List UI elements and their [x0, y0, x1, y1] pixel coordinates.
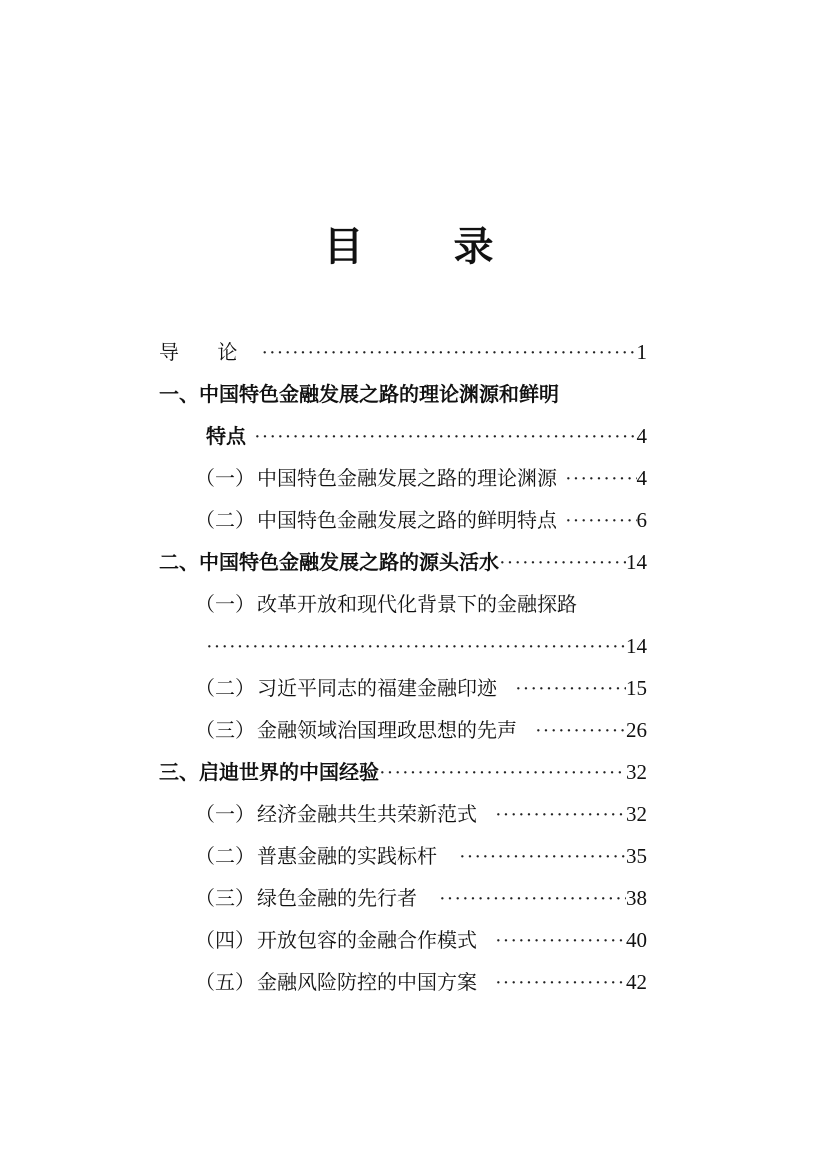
toc-page-number: 42 — [626, 970, 647, 994]
toc-page-number: 1 — [636, 340, 647, 364]
toc-entry-section-3-5[interactable] — [159, 961, 647, 1003]
toc-entry-label: 习近平同志的福建金融印迹 — [257, 676, 497, 700]
leader-dots — [565, 500, 637, 542]
toc-section-prefix: （三） — [195, 718, 255, 742]
toc-entry-section-2-1-continued[interactable] — [159, 625, 647, 667]
toc-entry-section-3-3[interactable] — [159, 877, 647, 919]
leader-dots — [439, 878, 626, 920]
toc-entry-label: 金融领域治国理政思想的先声 — [257, 718, 517, 742]
toc-entry-label: 绿色金融的先行者 — [257, 886, 417, 910]
toc-section-prefix: （一） — [195, 466, 255, 490]
toc-entry-label: 金融风险防控的中国方案 — [257, 970, 477, 994]
toc-entry-label: 二、中国特色金融发展之路的源头活水 — [159, 550, 499, 574]
toc-entry-chapter-2[interactable] — [159, 541, 647, 583]
toc-page-number: 32 — [626, 802, 647, 826]
toc-entry-label: 导 论 — [159, 340, 254, 364]
leader-dots — [459, 836, 626, 878]
toc-section-prefix: （二） — [195, 676, 255, 700]
toc-entry-section-2-3[interactable] — [159, 709, 647, 751]
leader-dots — [515, 668, 626, 710]
toc-entry-label: 普惠金融的实践标杆 — [257, 844, 437, 868]
toc-entry-section-3-1[interactable] — [159, 793, 647, 835]
leader-dots — [495, 794, 626, 836]
leader-dots — [565, 458, 637, 500]
toc-page-number: 6 — [636, 508, 647, 532]
toc-page-number: 4 — [636, 424, 647, 448]
toc-page-number: 4 — [636, 466, 647, 490]
toc-entry-chapter-3[interactable] — [159, 751, 647, 793]
toc-section-prefix: （三） — [195, 886, 255, 910]
toc-entry-label: 三、启迪世界的中国经验 — [159, 760, 379, 784]
toc-entry-section-2-2[interactable] — [159, 667, 647, 709]
page-title: 目 录 — [323, 223, 532, 270]
leader-dots — [495, 920, 626, 962]
toc-page-number: 14 — [626, 634, 647, 658]
toc-page-number: 38 — [626, 886, 647, 910]
toc-section-prefix: （一） — [195, 802, 255, 826]
leader-dots — [495, 962, 626, 1004]
toc-page-number: 40 — [626, 928, 647, 952]
toc-entry-label: 改革开放和现代化背景下的金融探路 — [257, 592, 577, 616]
toc-section-prefix: （二） — [195, 508, 255, 532]
leader-dots — [206, 626, 626, 668]
toc-section-prefix: （二） — [195, 844, 255, 868]
toc-section-prefix: （五） — [195, 970, 255, 994]
toc-entry-chapter-1-continued[interactable] — [159, 415, 647, 457]
toc-entry-section-1-1[interactable] — [159, 457, 647, 499]
toc-entry-intro[interactable] — [159, 331, 647, 373]
toc-page-number: 14 — [626, 550, 647, 574]
toc-section-prefix: （一） — [195, 592, 255, 616]
toc-entry-label: 中国特色金融发展之路的鲜明特点 — [257, 508, 557, 532]
toc-section-prefix: （四） — [195, 928, 255, 952]
toc-entry-section-1-2[interactable] — [159, 499, 647, 541]
toc-entry-label: 中国特色金融发展之路的理论渊源 — [257, 466, 557, 490]
toc-entry-section-3-4[interactable] — [159, 919, 647, 961]
leader-dots — [254, 416, 637, 458]
table-of-contents — [159, 331, 647, 1003]
toc-entry-section-2-1[interactable] — [159, 583, 647, 625]
toc-entry-label: 一、中国特色金融发展之路的理论渊源和鲜明 — [159, 382, 559, 406]
toc-page-number: 15 — [626, 676, 647, 700]
toc-page-number: 26 — [626, 718, 647, 742]
leader-dots — [379, 752, 626, 794]
toc-page-number: 35 — [626, 844, 647, 868]
leader-dots — [499, 542, 626, 584]
toc-entry-label: 经济金融共生共荣新范式 — [257, 802, 477, 826]
leader-dots — [261, 332, 636, 374]
toc-entry-label: 特点 — [206, 424, 246, 448]
toc-entry-section-3-2[interactable] — [159, 835, 647, 877]
toc-entry-chapter-1[interactable] — [159, 373, 647, 415]
toc-page-number: 32 — [626, 760, 647, 784]
leader-dots — [535, 710, 626, 752]
toc-entry-label: 开放包容的金融合作模式 — [257, 928, 477, 952]
